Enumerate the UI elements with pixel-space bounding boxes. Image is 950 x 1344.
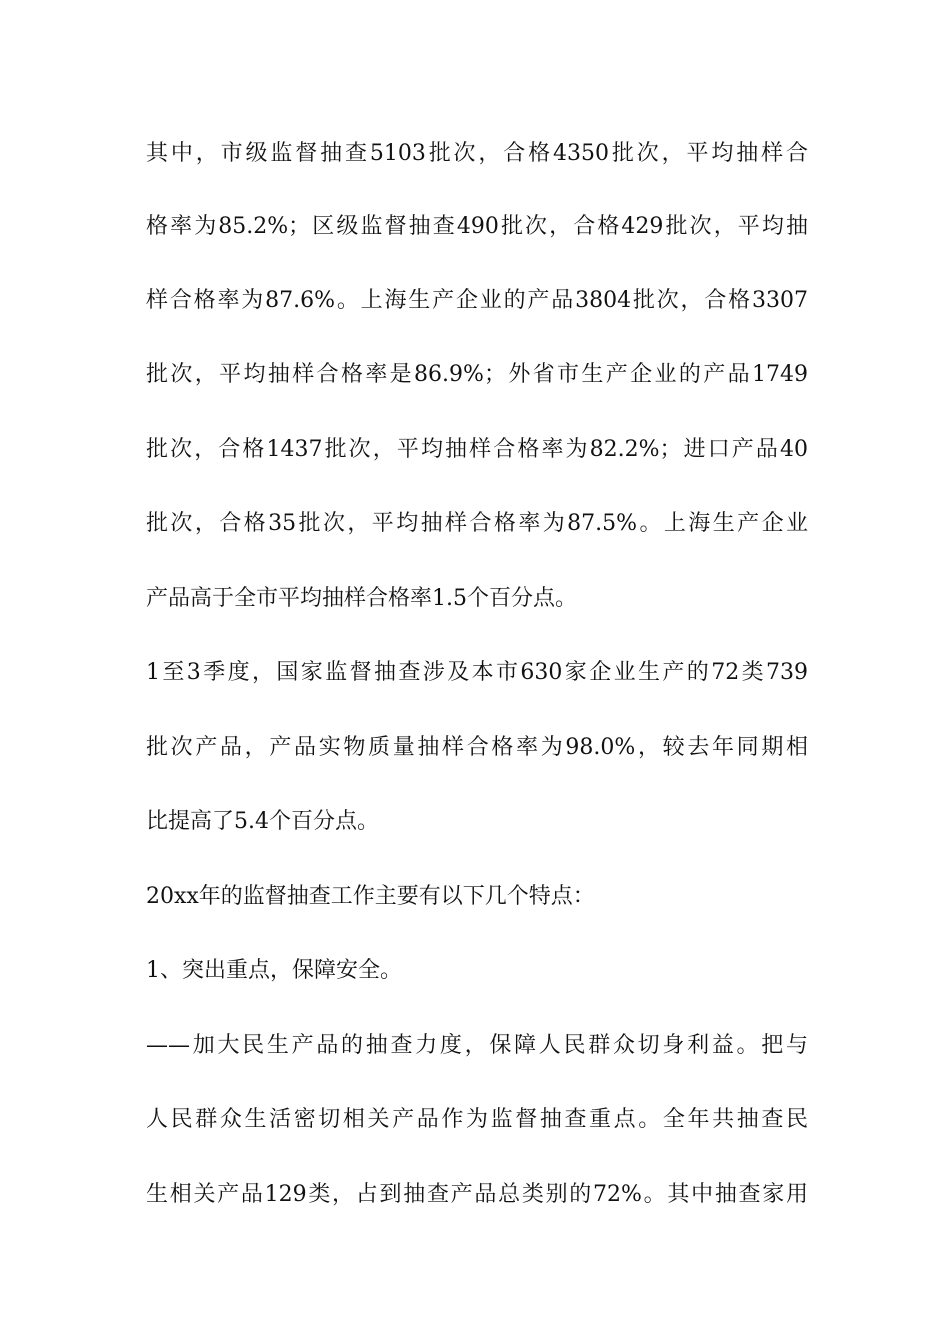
text-line-5: 批次，合格1437批次，平均抽样合格率为82.2%；进口产品40 — [146, 437, 808, 462]
text-line-4: 批次，平均抽样合格率是86.9%；外省市生产企业的产品1749 — [146, 362, 808, 387]
text-line-10: 比提高了5.4个百分点。 — [146, 809, 379, 834]
text-line-11: 20xx年的监督抽查工作主要有以下几个特点： — [146, 884, 595, 909]
text-line-1: 其中，市级监督抽查5103批次，合格4350批次，平均抽样合 — [146, 141, 808, 166]
text-line-3: 样合格率为87.6%。上海生产企业的产品3804批次，合格3307 — [146, 288, 808, 313]
text-line-15: 生相关产品129类，占到抽查产品总类别的72%。其中抽查家用 — [146, 1182, 808, 1207]
text-line-12: 1、突出重点，保障安全。 — [146, 958, 402, 983]
text-line-8: 1至3季度，国家监督抽查涉及本市630家企业生产的72类739 — [146, 660, 808, 685]
text-line-13: ——加大民生产品的抽查力度，保障人民群众切身利益。把与 — [146, 1033, 808, 1058]
text-line-2: 格率为85.2%；区级监督抽查490批次，合格429批次，平均抽 — [146, 214, 808, 239]
text-line-6: 批次，合格35批次，平均抽样合格率为87.5%。上海生产企业 — [146, 511, 808, 536]
text-line-14: 人民群众生活密切相关产品作为监督抽查重点。全年共抽查民 — [146, 1107, 808, 1132]
text-line-9: 批次产品，产品实物质量抽样合格率为98.0%，较去年同期相 — [146, 735, 808, 760]
text-line-7: 产品高于全市平均抽样合格率1.5个百分点。 — [146, 586, 577, 611]
